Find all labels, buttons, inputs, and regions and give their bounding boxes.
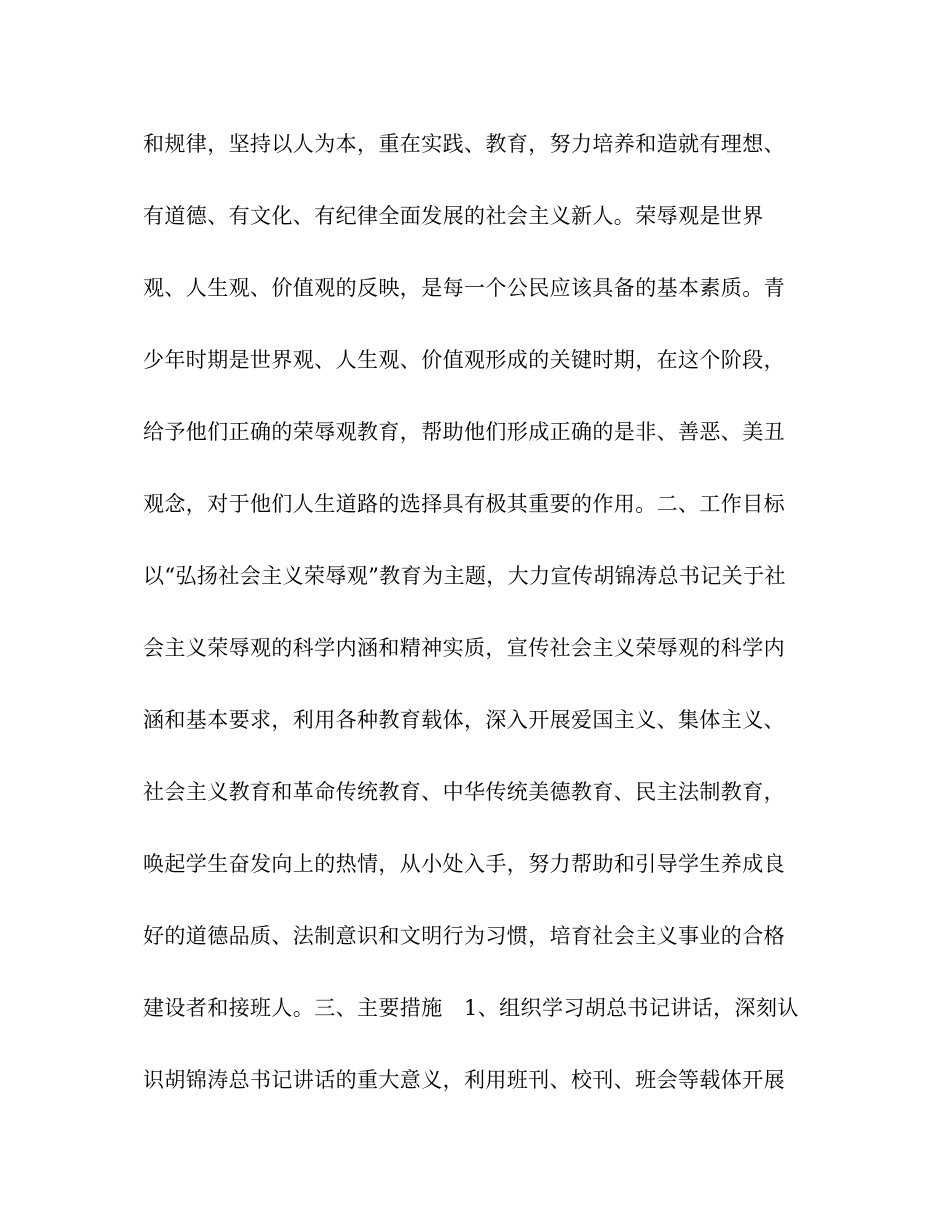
text-line: 有道德、有文化、有纪律全面发展的社会主义新人。荣辱观是世界 [143,204,764,228]
text-line: 和规律，坚持以人为本，重在实践、教育，努力培养和造就有理想、 [143,132,785,156]
text-line: 少年时期是世界观、人生观、价值观形成的关键时期，在这个阶段， [143,348,785,372]
text-line: 给予他们正确的荣辱观教育，帮助他们形成正确的是非、善恶、美丑 [143,420,785,444]
text-line: 涵和基本要求，利用各种教育载体，深入开展爱国主义、集体主义、 [143,708,785,732]
text-line: 观念，对于他们人生道路的选择具有极其重要的作用。二、工作目标 [143,492,785,516]
text-line: 以“弘扬社会主义荣辱观”教育为主题，大力宣传胡锦涛总书记关于社 [143,564,786,588]
text-line: 识胡锦涛总书记讲话的重大意义，利用班刊、校刊、班会等载体开展 [143,1068,785,1092]
text-line: 社会主义教育和革命传统教育、中华传统美德教育、民主法制教育， [143,780,785,804]
text-line: 建设者和接班人。三、主要措施 1、组织学习胡总书记讲话，深刻认 [143,996,799,1020]
text-line: 好的道德品质、法制意识和文明行为习惯，培育社会主义事业的合格 [143,924,785,948]
text-line: 观、人生观、价值观的反映，是每一个公民应该具备的基本素质。青 [143,276,785,300]
text-line: 唤起学生奋发向上的热情，从小处入手，努力帮助和引导学生养成良 [143,852,785,876]
body-text [143,122,823,1130]
text-line: 会主义荣辱观的科学内涵和精神实质，宣传社会主义荣辱观的科学内 [143,636,785,660]
